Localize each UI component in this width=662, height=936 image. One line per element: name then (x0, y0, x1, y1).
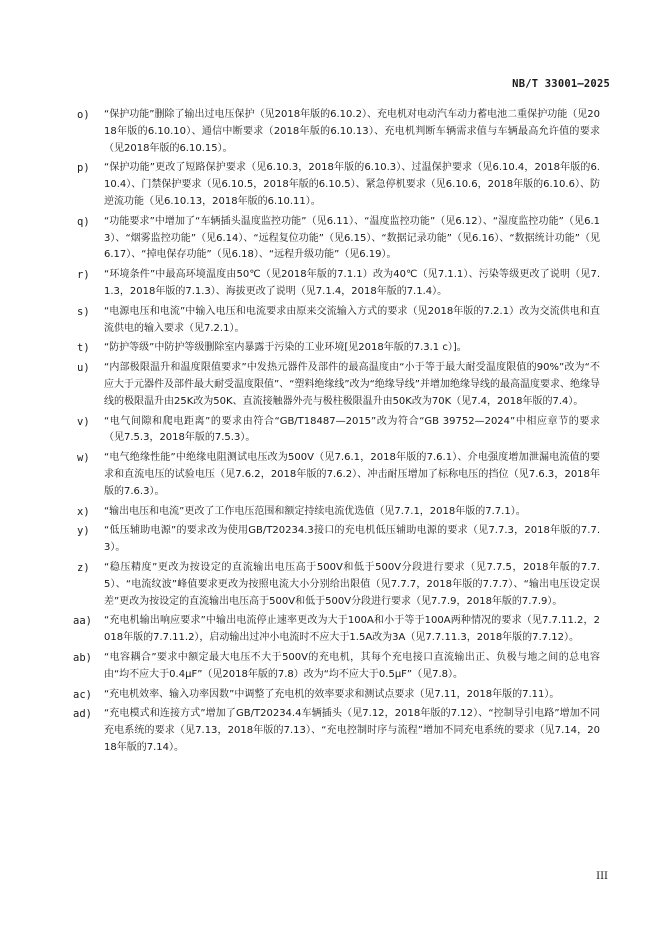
item-text: “防护等级”中防护等级删除室内暴露于污染的工业环境[见2018年版的7.3.1 c）]。 (104, 342, 467, 354)
item-label: ac) (73, 688, 92, 701)
item-text: “功能要求”中增加了“车辆插头温度监控功能”（见6.11）、“温度监控功能”（见6.12）、“湿度监控功能”（见6.13）、“烟雾监控功能”（见6.14）、“远程复位功能”（见6.15）、“数据记录功能”（见6.16）、“数据统计功能”（见6.17）、“掉电保存功能”（见6.18）、“远程升级功能”（见6.19）。 (104, 215, 600, 261)
list-item (77, 267, 600, 301)
item-label: ad) (73, 708, 92, 721)
item-label: u) (77, 362, 90, 375)
item-text: “充电机输出响应要求”中输出电流停止速率更改为大于100A和小于等于100A两种情况的要求（见7.7.11.2，2018年版的7.7.11.2），启动输出过冲小电流时不应大于1.5A改为3A（见7.7.11.3，2018年版的7.7.12）。 (104, 615, 600, 644)
item-text: “电容耦合”要求中额定最大电压不大于500V的充电机，其每个充电接口直流输出正、负极与地之间的总电容由“均不应大于0.4μF”（见2018年版的7.8）改为“均不应大于0.5μF”（见7.8）。 (104, 651, 600, 680)
item-text: “电源电压和电流”中输入电压和电流要求由原来交流输入方式的要求（见2018年版的7.2.1）改为交流供电和直流供电的输入要求（见7.2.1）。 (104, 305, 600, 334)
list-item (77, 360, 600, 410)
standard-code: NB/T 33001—2025 (512, 78, 610, 90)
item-text: “输出电压和电流”更改了工作电压范围和额定持续电流优选值（见7.7.1，2018年版的7.7.1）。 (104, 505, 526, 517)
item-text: “低压辅助电源”的要求改为使用GB/T20234.3接口的充电机低压辅助电源的要求（见7.7.3，2018年版的7.7.3）。 (104, 525, 600, 554)
item-label: r) (77, 269, 90, 282)
item-label: ab) (73, 651, 92, 664)
change-list (73, 107, 600, 760)
item-label: t) (77, 342, 90, 355)
list-item (77, 560, 600, 610)
item-label: p) (77, 162, 90, 175)
list-item (73, 687, 600, 704)
item-text: “环境条件”中最高环境温度由50℃（见2018年版的7.1.1）改为40℃（见7.1.1）、污染等级更改了说明（见7.1.3，2018年版的7.1.3）、海拔更改了说明（见7.1.4，2018年版的7.1.4）。 (104, 269, 600, 297)
item-label: aa) (73, 615, 92, 628)
item-label: x) (77, 505, 90, 518)
item-label: q) (77, 215, 90, 228)
list-item (77, 450, 600, 500)
item-text: “充电模式和连接方式”增加了GB/T20234.4车辆插头（见7.12，2018年版的7.12）、“控制导引电路”增加不同充电系统的要求（见7.13，2018年版的7.13）、“充电控制时序与流程”增加不同充电系统的要求（见7.14，2018年版的7.14）。 (104, 708, 600, 753)
item-text: “内部极限温升和温度限值要求”中发热元器件及部件的最高温度由“小于等于最大耐受温度限值的90%”改为“不应大于元器件及部件最大耐受温度限值”、“塑料绝缘线”改为“绝缘导线”并增加绝缘导线的最高温度要求、绝缘导线的极限温升由25K改为50K、直流接触器外壳与极柱极限温升由50K改为70K（见7.4，2018年版的7.4）。 (104, 362, 600, 407)
item-text: “充电机效率、输入功率因数”中调整了充电机的效率要求和测试点要求（见7.11，2018年版的7.11）。 (104, 688, 560, 700)
item-label: y) (77, 525, 90, 538)
item-text: “电气绝缘性能”中绝缘电阻测试电压改为500V（见7.6.1，2018年版的7.6.1）、介电强度增加泄漏电流值的要求和直流电压的试验电压（见7.6.2，2018年版的7.6.2）、冲击耐压增加了标称电压的挡位（见7.6.3，2018年版的7.6.3）。 (104, 452, 600, 497)
item-text: “稳压精度”更改为按设定的直流输出电压高于500V和低于500V分段进行要求（见7.7.5，2018年版的7.7.5）、“电流纹波”峰值要求更改为按照电流大小分别给出限值（见7.7.7，2018年版的7.7.7）、“输出电压设定误差”更改为按设定的直流输出电压高于500V和低于500V分段进行要求（见7.7.9，2018年版的7.7.9）。 (104, 561, 600, 607)
item-text: “保护功能”删除了输出过电压保护（见2018年版的6.10.2）、充电机对电动汽车动力蓄电池二重保护功能（见2018年版的6.10.10）、通信中断要求（2018年版的6.10.13）、充电机判断车辆需求值与车辆最高允许值的要求（见2018年版的6.10.15）。 (104, 109, 600, 154)
list-item (77, 160, 600, 210)
list-item (77, 523, 600, 557)
list-item (73, 613, 600, 647)
item-label: w) (77, 452, 90, 465)
list-item (77, 304, 600, 338)
list-item (77, 340, 600, 357)
list-item (77, 214, 600, 264)
list-item (73, 650, 600, 684)
item-text: “保护功能”更改了短路保护要求（见6.10.3，2018年版的6.10.3）、过温保护要求（见6.10.4，2018年版的6.10.4）、门禁保护要求（见6.10.5，2018年版的6.10.5）、紧急停机要求（见6.10.6，2018年版的6.10.6）、防逆流功能（见6.10.13，2018年版的6.10.11）。 (104, 162, 600, 207)
item-label: o) (77, 109, 90, 121)
item-label: v) (77, 415, 90, 428)
list-item (73, 706, 600, 756)
page-number: III (596, 871, 608, 882)
item-label: s) (77, 305, 90, 318)
item-label: z) (77, 561, 90, 574)
list-item (77, 414, 600, 448)
list-item (77, 107, 600, 157)
list-item (77, 504, 600, 521)
item-text: “电气间隙和爬电距离”的要求由符合“GB/T18487—2015”改为符合“GB 39752—2024”中相应章节的要求（见7.5.3，2018年版的7.5.3）。 (104, 415, 600, 444)
